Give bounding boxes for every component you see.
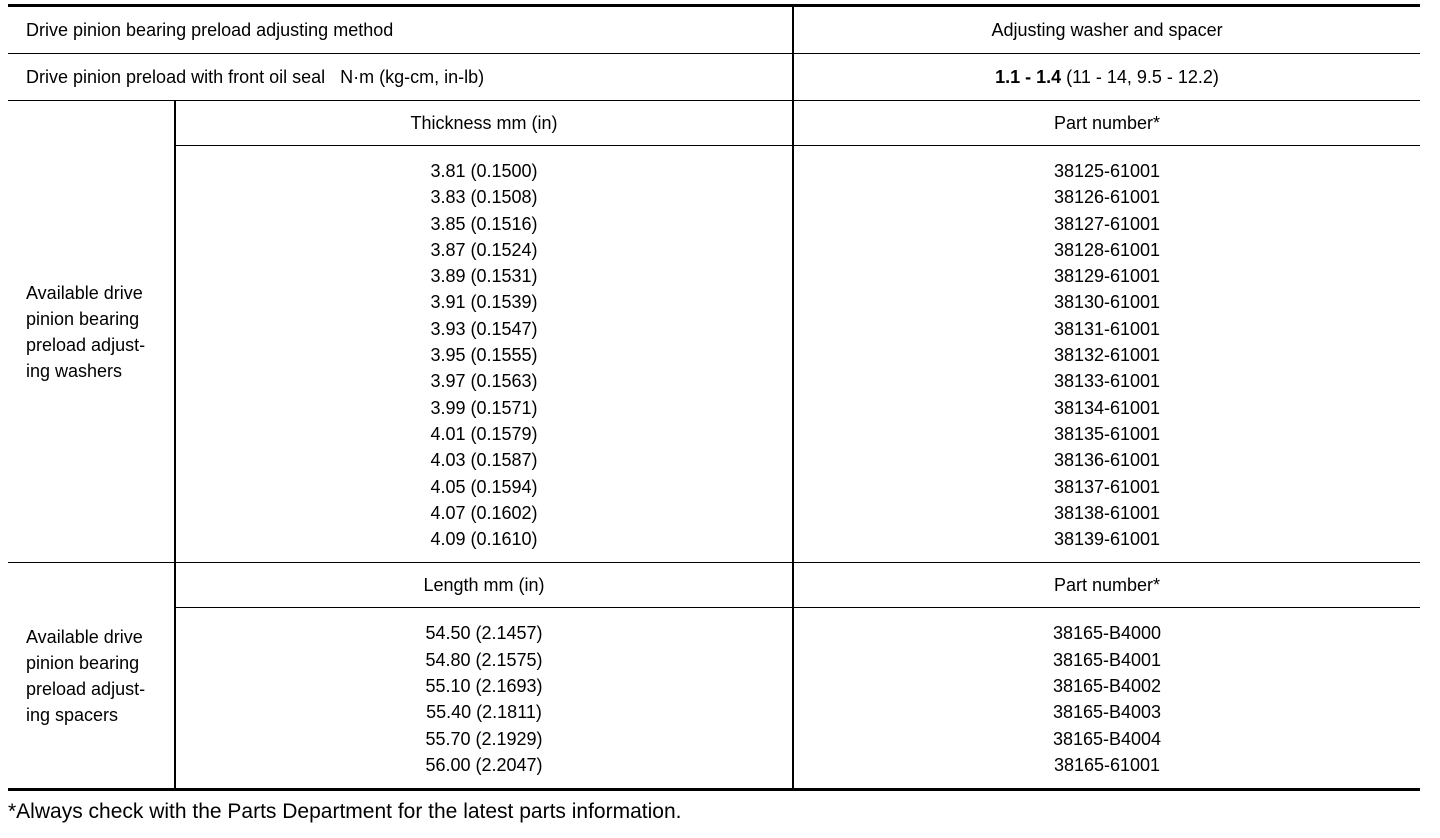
spacer-part-number: 38165-B4002 bbox=[1052, 676, 1162, 697]
spacer-length-value: 54.50 (2.1457) bbox=[425, 623, 543, 644]
washers-label-line: ing washers bbox=[26, 360, 123, 381]
washer-thickness-value: 3.91 (0.1539) bbox=[430, 292, 538, 313]
spacers-part-header: Part number* bbox=[793, 563, 1420, 608]
washer-thickness-value: 4.07 (0.1602) bbox=[430, 502, 538, 523]
washer-thickness-value: 3.97 (0.1563) bbox=[430, 371, 538, 392]
washer-part-number: 38131-61001 bbox=[1053, 318, 1161, 339]
washer-thickness-value: 3.95 (0.1555) bbox=[430, 345, 538, 366]
washers-part-header: Part number* bbox=[793, 101, 1420, 146]
spacer-length-value: 56.00 (2.2047) bbox=[425, 754, 543, 775]
preload-label: Drive pinion preload with front oil seal bbox=[26, 66, 326, 87]
washer-thickness-value: 4.01 (0.1579) bbox=[430, 423, 538, 444]
washer-thickness-value: 4.09 (0.1610) bbox=[430, 529, 538, 550]
washer-part-number: 38132-61001 bbox=[1053, 345, 1161, 366]
spacer-length-value: 55.10 (2.1693) bbox=[425, 676, 543, 697]
method-label: Drive pinion bearing preload adjusting method bbox=[8, 6, 793, 54]
spacers-label-line: pinion bearing bbox=[26, 652, 140, 673]
washer-part-number: 38137-61001 bbox=[1053, 476, 1161, 497]
preload-value-cell bbox=[793, 54, 1420, 101]
spacer-part-number: 38165-B4003 bbox=[1052, 702, 1162, 723]
preload-row bbox=[8, 54, 1420, 101]
washer-thickness-value: 3.83 (0.1508) bbox=[430, 187, 538, 208]
spacer-part-number: 38165-61001 bbox=[1053, 754, 1161, 775]
spacer-part-number: 38165-B4000 bbox=[1052, 623, 1162, 644]
spacer-part-number: 38165-B4001 bbox=[1052, 649, 1162, 670]
washer-thickness-value: 3.85 (0.1516) bbox=[430, 213, 538, 234]
preload-value-bold: 1.1 - 1.4 bbox=[995, 66, 1062, 87]
spacers-part-list bbox=[793, 608, 1420, 790]
preload-label-cell bbox=[8, 54, 793, 101]
washer-thickness-value: 3.99 (0.1571) bbox=[430, 397, 538, 418]
washer-thickness-value: 3.87 (0.1524) bbox=[430, 239, 538, 260]
washer-part-number: 38129-61001 bbox=[1053, 266, 1161, 287]
spacer-part-number: 38165-B4004 bbox=[1052, 728, 1162, 749]
washer-part-number: 38136-61001 bbox=[1053, 450, 1161, 471]
washers-thickness-header: Thickness mm (in) bbox=[175, 101, 793, 146]
washers-label-line: pinion bearing bbox=[26, 308, 140, 329]
washers-label-line: Available drive bbox=[26, 282, 143, 303]
washers-label-line: preload adjust- bbox=[26, 334, 146, 355]
preload-unit: N·m (kg-cm, in-lb) bbox=[340, 66, 485, 87]
washers-part-list bbox=[793, 146, 1420, 563]
washer-part-number: 38130-61001 bbox=[1053, 292, 1161, 313]
washer-part-number: 38133-61001 bbox=[1053, 371, 1161, 392]
spacers-length-header: Length mm (in) bbox=[175, 563, 793, 608]
spacers-group-label bbox=[8, 563, 175, 790]
washers-list-row bbox=[8, 146, 1420, 563]
washer-part-number: 38139-61001 bbox=[1053, 529, 1161, 550]
method-value: Adjusting washer and spacer bbox=[793, 6, 1420, 54]
spacers-list-row bbox=[8, 608, 1420, 790]
spec-table bbox=[8, 4, 1420, 791]
spacers-length-list bbox=[175, 608, 793, 790]
washer-thickness-value: 4.03 (0.1587) bbox=[430, 450, 538, 471]
spacers-label-line: preload adjust- bbox=[26, 678, 146, 699]
washer-part-number: 38135-61001 bbox=[1053, 423, 1161, 444]
washers-thickness-list bbox=[175, 146, 793, 563]
washer-part-number: 38138-61001 bbox=[1053, 502, 1161, 523]
spacer-length-value: 54.80 (2.1575) bbox=[425, 649, 543, 670]
washers-header-row bbox=[8, 101, 1420, 146]
washer-part-number: 38127-61001 bbox=[1053, 213, 1161, 234]
washer-thickness-value: 3.81 (0.1500) bbox=[430, 161, 538, 181]
method-row bbox=[8, 6, 1420, 54]
spacer-length-value: 55.70 (2.1929) bbox=[425, 728, 543, 749]
washer-part-number: 38128-61001 bbox=[1053, 239, 1161, 260]
washer-thickness-value: 3.93 (0.1547) bbox=[430, 318, 538, 339]
washer-thickness-value: 3.89 (0.1531) bbox=[430, 266, 538, 287]
spacer-length-value: 55.40 (2.1811) bbox=[426, 702, 542, 723]
washer-part-number: 38126-61001 bbox=[1053, 187, 1161, 208]
washers-group-label bbox=[8, 101, 175, 563]
washer-part-number: 38125-61001 bbox=[1053, 161, 1161, 181]
spacers-label-line: Available drive bbox=[26, 626, 143, 647]
preload-value-rest: (11 - 14, 9.5 - 12.2) bbox=[1061, 66, 1219, 87]
washer-thickness-value: 4.05 (0.1594) bbox=[430, 476, 538, 497]
washer-part-number: 38134-61001 bbox=[1053, 397, 1161, 418]
spacers-header-row bbox=[8, 563, 1420, 608]
spacers-label-line: ing spacers bbox=[26, 704, 119, 725]
footnote: *Always check with the Parts Department for the latest parts information. bbox=[8, 800, 682, 823]
